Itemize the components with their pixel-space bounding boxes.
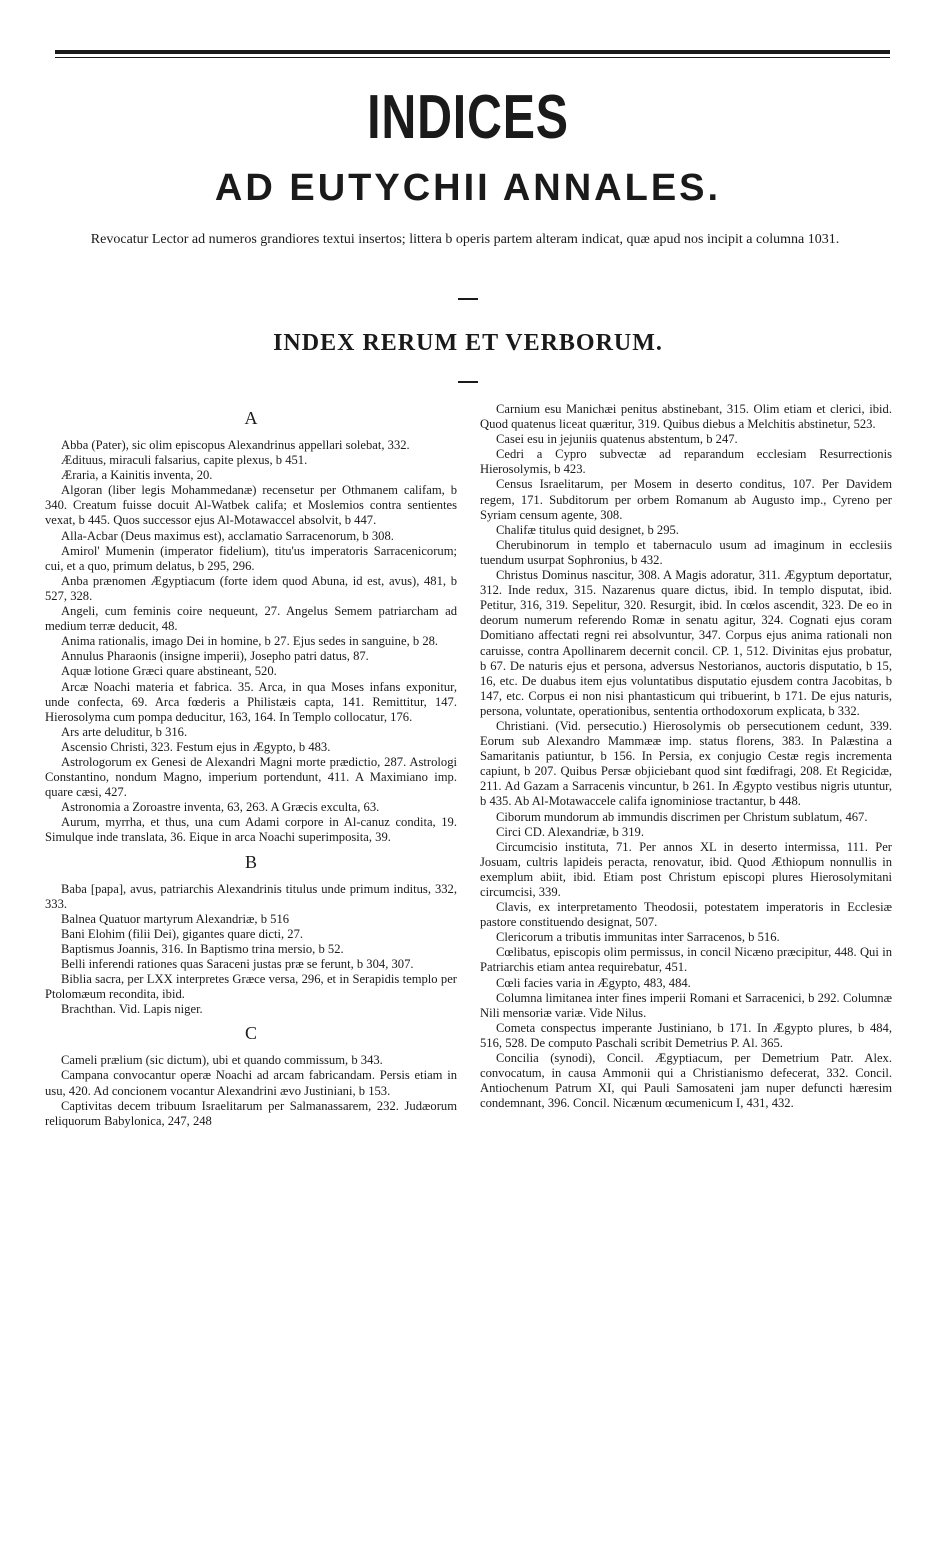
index-entry: Cherubinorum in templo et tabernaculo usum ad imaginum in ecclesiis tuendum usurpat Sophronius, b 432. xyxy=(480,537,892,567)
index-entry: Alla-Acbar (Deus maximus est), acclamatio Sarracenorum, b 308. xyxy=(61,528,394,543)
index-entry: Carnium esu Manichæi penitus abstinebant, 315. Olim etiam et clerici, ibid. Quod quatenus liceat quæritur, 319. Quibus diebus a Melchitis abstinetur, 523. xyxy=(480,402,892,432)
index-entry: Ciborum mundorum ab immundis discrimen per Christum sublatum, 467. xyxy=(496,809,868,824)
reader-note: Revocatur Lector ad numeros grandiores textui insertos; littera b operis partem alteram indicat, quæ apud nos incipit a columna 1031. xyxy=(90,232,840,247)
page-subtitle: AD EUTYCHII ANNALES. xyxy=(214,167,722,209)
index-entry: Captivitas decem tribuum Israelitarum per Salmanassarem, 232. Judæorum reliquorum Babylonica, 247, 248 xyxy=(45,1098,457,1128)
index-entry: Campana convocantur operæ Noachi ad arcam fabricandam. Persis etiam in usu, 420. Ad concionem vocantur Alexandrini ævo Justiniani, b 153. xyxy=(45,1068,457,1098)
index-entry: Abba (Pater), sic olim episcopus Alexandrinus appellari solebat, 332. xyxy=(61,438,410,452)
letter-heading-c: C xyxy=(244,1023,257,1044)
index-entry: Brachthan. Vid. Lapis niger. xyxy=(61,1002,203,1017)
index-entry: Annulus Pharaonis (insigne imperii), Josepho patri datus, 87. xyxy=(61,649,369,664)
page-title: INDICES xyxy=(367,83,569,152)
divider-dash xyxy=(458,381,478,383)
index-entry: Algoran (liber legis Mohammedanæ) recensetur per Othmanem califam, b 340. Creatum fuisse docuit Al-Watbek califa; et Moslemios contra sentientes vexat, b 445. Quos successor ejus Al-Motawaccel absolvit, b 447. xyxy=(45,483,457,528)
index-entry: Astronomia a Zoroastre inventa, 63, 263. A Græcis exculta, 63. xyxy=(61,800,380,815)
index-entry: Casei esu in jejuniis quatenus abstentum, b 247. xyxy=(496,432,738,447)
top-rule xyxy=(55,50,890,54)
index-entry: Anba prænomen Ægyptiacum (forte idem quod Abuna, id est, avus), 481, b 527, 328. xyxy=(45,573,457,603)
left-column xyxy=(45,402,457,1129)
divider-dash xyxy=(458,298,478,300)
entries-right xyxy=(480,402,892,1111)
index-entry: Christiani. (Vid. persecutio.) Hierosolymis ob persecutionem cedunt, 339. Eorum sub Alexandro Mammææ imp. status florens, 383. In Palæstina a Samaritanis patiuntur, b 156. In Persia, ex conjugio Cestæ regis incrementa capiunt, b 207. Quibus Persæ objiciebant quod sint fœdifragi, 208. Et Regicidæ, 211. Ad Gazam a Sarracenis vincuntur, b 261. In Ægypto vestibus nigris utuntur, b 435. Ab Al-Motawaccele califa ignominiose tractantur, b 448. xyxy=(480,718,892,809)
index-entry: Circi CD. Alexandriæ, b 319. xyxy=(496,824,644,839)
index-entry: Aquæ lotione Græci quare abstineant, 520. xyxy=(61,664,277,679)
index-entry: Ars arte deluditur, b 316. xyxy=(61,724,188,739)
entries-a xyxy=(45,438,457,846)
index-entry: Angeli, cum feminis coire nequeunt, 27. Angelus Semem patriarcham ad medium terræ deducit, 48. xyxy=(45,604,457,634)
index-entry: Bani Elohim (filii Dei), gigantes quare dicti, 27. xyxy=(61,926,304,941)
index-entry: Aurum, myrrha, et thus, una cum Adami corpore in Al-canuz condita, 19. Simulque inde translata, 36. Eique in arca Noachi superimposita, 39. xyxy=(45,815,457,845)
index-entry: Balnea Quatuor martyrum Alexandriæ, b 516 xyxy=(61,911,290,926)
index-entry: Christus Dominus nascitur, 308. A Magis adoratur, 311. Ægyptum deportatur, 312. Inde redux, 315. Nazarenus quare dictus, ibid. In templo disputat, ibid. Petitur, 316, 319. Sepelitur, 320. Resurgit, ibid. In cœlos ascendit, 323. De eo in deorum numerum referendo Romæ in senatu agitur, 324. Cognati ejus coram Domitiano affectati regni rei absolvuntur, 347. Corpus ejus anima rationali non caruisse, contra Apollinarem decernit concil. CP. 1, 512. Divinitas ejus probatur, b 67. De naturis ejus et persona, adversus Nestorianos, auctoris disputatio, b 15, 16, etc. De duabus item ejus voluntatibus disputatio ejusdem contra Jacobitas, b 147, etc. Corpus ei non nisi phantasticum qui tribuerint, b 171. De ejus naturis, persona, voluntate, operationibus, sententia orthodoxorum explicata, b 332. xyxy=(480,568,892,718)
top-rule-thin xyxy=(55,57,890,58)
section-title: INDEX RERUM ET VERBORUM. xyxy=(273,330,663,356)
index-entry: Arcæ Noachi materia et fabrica. 35. Arca, in qua Moses infans exponitur, unde confecta, 69. Arca fœderis a Philistæis capta, 141. Remittitur, 147. Hierosolyma cum pompa deducitur, 163, 164. In Templo collocatur, 176. xyxy=(45,679,457,724)
index-entry: Cometa conspectus imperante Justiniano, b 171. In Ægypto plures, b 484, 516, 528. De computo Paschali scribit Demetrius P. Al. 365. xyxy=(480,1020,892,1050)
index-entry: Concilia (synodi), Concil. Ægyptiacum, per Demetrium Patr. Alex. convocatum, in causa Ammonii qui a Christianismo defecerat, 332. Concil. Antiochenum Patrum XI, qui Pauli Samosateni jam nuper defuncti hæresim condemnant, 396. Concil. Nicænum œcumenicum I, 431, 432. xyxy=(480,1051,892,1111)
index-entry: Clavis, ex interpretamento Theodosii, potestatem imperatoris in Ecclesiæ pastore constituendo designat, 507. xyxy=(480,900,892,930)
index-entry: Clericorum a tributis immunitas inter Sarracenos, b 516. xyxy=(496,930,780,945)
letter-heading-b: B xyxy=(244,851,257,872)
entries-b xyxy=(45,882,457,1018)
index-entry: Cœlibatus, episcopis olim permissus, in concil Nicæno præcipitur, 448. Qui in Patriarchis etiam antea requirebatur, 451. xyxy=(480,945,892,975)
entries-c xyxy=(45,1053,457,1128)
index-entry: Circumcisio instituta, 71. Per annos XL in deserto intermissa, 111. Per Josuam, cultris lapideis peracta, renovatur, ibid. Quod Æthiopum nonnullis in exemplum abiit, ibid. Etiam post Christum episcopi plures Hierosolymitani circumcisi, 339. xyxy=(480,839,892,899)
index-entry: Biblia sacra, per LXX interpretes Græce versa, 296, et in Serapidis templo per Ptolomæum recondita, ibid. xyxy=(45,972,457,1002)
index-entry: Baptismus Joannis, 316. In Baptismo trina mersio, b 52. xyxy=(61,941,344,956)
index-entry: Ædituus, miraculi falsarius, capite plexus, b 451. xyxy=(61,453,308,468)
letter-heading-a: A xyxy=(244,408,258,428)
index-entry: Belli inferendi rationes quas Saraceni justas præ se ferunt, b 304, 307. xyxy=(61,957,414,971)
index-entry: Ascensio Christi, 323. Festum ejus in Ægypto, b 483. xyxy=(61,739,331,754)
index-entry: Anima rationalis, imago Dei in homine, b 27. Ejus sedes in sanguine, b 28. xyxy=(61,634,439,649)
index-entry: Columna limitanea inter fines imperii Romani et Sarracenici, b 292. Columnæ Nili mensoriæ variæ. Vide Nilus. xyxy=(480,990,892,1020)
right-column xyxy=(480,402,892,1111)
index-entry: Astrologorum ex Genesi de Alexandri Magni morte prædictio, 287. Astrologi Constantino, nondum Magno, imperium portendunt, 411. A Maximiano imp. quare cæsi, 427. xyxy=(45,754,457,800)
index-entry: Census Israelitarum, per Mosem in deserto conditus, 107. Per Davidem regem, 171. Subditorum per orbem Romanum ab Augusto imp., Cyreno per Syriam censum agente, 308. xyxy=(480,477,892,522)
index-entry: Cœli facies varia in Ægypto, 483, 484. xyxy=(496,975,691,990)
index-entry: Chalifæ titulus quid designet, b 295. xyxy=(496,522,679,537)
index-entry: Cameli prælium (sic dictum), ubi et quando commissum, b 343. xyxy=(61,1053,383,1068)
index-entry: Amirol' Mumenin (imperator fidelium), titu'us imperatoris Sarracenicorum; cui, et a quo, primum delatus, b 295, 296. xyxy=(45,543,457,573)
index-entry: Cedri a Cypro subvectæ ad reparandum ecclesiam Resurrectionis Hierosolymis, b 423. xyxy=(480,447,892,477)
index-entry: Æraria, a Kainitis inventa, 20. xyxy=(61,468,213,483)
index-entry: Baba [papa], avus, patriarchis Alexandrinis titulus unde primum inditus, 332, 333. xyxy=(45,881,457,911)
